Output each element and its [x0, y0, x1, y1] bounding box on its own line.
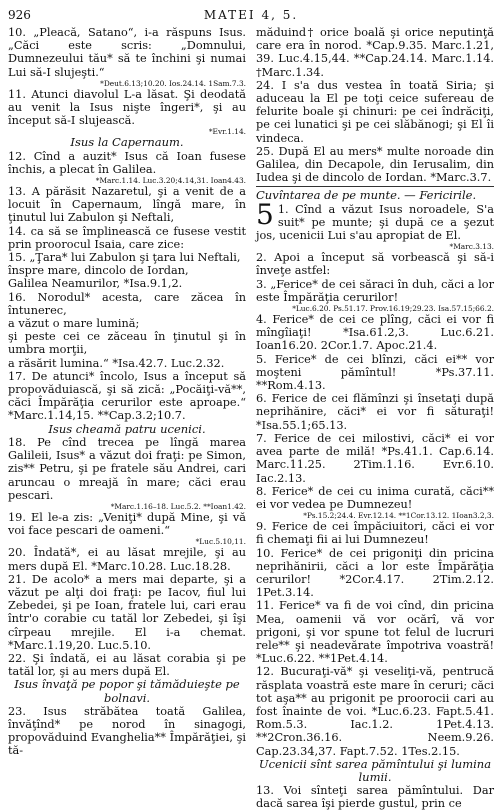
cross-reference: *Marc.3.13.	[449, 242, 494, 252]
section-heading: Cuvîntarea de pe munte. — Fericirile.	[256, 188, 477, 203]
cross-reference: *Luc.5.10,11.	[195, 537, 246, 547]
verse-text: a răsărit lumina.“ *Isa.42.7. Luc.2.32.	[8, 356, 225, 370]
verse-text: 24. I s'a dus vestea în toată Siria; şi aduceau la El pe toţi ceice sufereau de felurite boale şi chinuri: pe cei îndrăciţi, pe cei lunatici şi pe cei slăbănogi; şi El îi vindeca.	[256, 78, 494, 145]
verse-text: 15. „Ţara* lui Zabulon şi ţara lui Neftali,	[8, 251, 241, 265]
verse-text: 8. Ferice* de cei cu inima curată, căci** ei vor vedea pe Dumnezeu!	[256, 484, 494, 511]
section-heading: Isus învaţă pe popor şi tămăduieşte pe bolnavi.	[14, 677, 240, 705]
page-header	[8, 6, 494, 26]
verse-text: 23. Isus străbătea toată Galilea, învăţînd* pe norod în sinagogi, propovăduind Evanghelia** Împărăţiei, şi tă-	[8, 704, 246, 758]
verse-text: 21. De acolo* a mers mai departe, şi a văzut pe alţi doi fraţi: pe Iacov, fiul lui Zebedei, şi pe Ioan, fratele lui, cari erau într'o corabie cu tatăl lor Zebedei, şi îşi cîrpeau mrejile. El i-a chemat. *Marc.1.19,20. Luc.5.10.	[8, 572, 246, 652]
right-column	[256, 26, 494, 811]
verse-text: 14. ca să se împlinească ce fusese vestit prin proorocul Isaia, care zice:	[8, 224, 246, 251]
verse-text: 20. Îndată*, ei au lăsat mrejile, şi au mers după El. *Marc.10.28. Luc.18.28.	[8, 546, 246, 573]
verse-text: 12. Bucuraţi-vă* şi veseliţi-vă, pentrucă răsplata voastră este mare în ceruri; căci tot aşa** au prigonit pe proorocii cari au fost înainte de voi. *Luc.6.23. Fapt.5.41. Rom.5.3. Iac.1.2. 1Pet.4.13. **2Cron.36.16. Neem.9.26. Cap.23.34,37. Fapt.7.52. 1Tes.2.15.	[256, 665, 494, 758]
verse-text: 4. Ferice* de cei ce plîng, căci ei vor fi mîngîiaţi! *Isa.61.2,3. Luc.6.21. Ioan16.20. 2Cor.1.7. Apoc.21.4.	[256, 313, 494, 353]
verse-text: 10. „Pleacă, Satano“, i-a răspuns Isus. „Căci este scris: „Domnului, Dumnezeului tău* să te închini şi numai Lui să-I slujeşti.“	[8, 26, 246, 79]
verse-text: 9. Ferice de cei împăciuitori, căci ei vor fi chemaţi fii ai lui Dumnezeu!	[256, 520, 494, 547]
section-heading: Ucenicii sînt sarea pămîntului şi lumina lumii.	[258, 756, 492, 784]
verse-text: 7. Ferice de cei milostivi, căci* ei vor avea parte de milă! *Ps.41.1. Cap.6.14. Marc.11.25. 2Tim.1.16. Evr.6.10. Iac.2.13.	[256, 431, 494, 485]
verse-text: 1. Cînd a văzut Isus noroadele, S'a suit* pe munte; şi după ce a şezut jos, ucenicii Lui s'au apropiat de El.	[256, 202, 494, 243]
running-head: MATEI 4, 5.	[203, 8, 299, 22]
cross-reference: *Deut.6.13;10.20. Ios.24.14. 1Sam.7.3.	[100, 78, 246, 88]
verse-text: şi peste cei ce zăceau în ţinutul şi în umbra morţii,	[8, 330, 246, 357]
verse-text: 18. Pe cînd trecea pe lîngă marea Galileii, Isus* a văzut doi fraţi: pe Simon, zis** Petru, şi pe fratele său Andrei, cari aruncau o mreajă în mare; căci erau pescari.	[8, 435, 246, 502]
text-columns	[8, 26, 494, 811]
verse-text: 17. De atunci* încolo, Isus a început să propovăduiască, şi să zică: „Pocăiţi-vă**, căci Împărăţia cerurilor este aproape.“ *Marc.1.14,15. **Cap.3.2;10.7.	[8, 369, 246, 423]
verse-text: 11. Ferice* va fi de voi cînd, din pricina Mea, oamenii vă vor ocărî, vă vor prigoni, şi vor spune tot felul de lucruri rele** şi neadevărate împotriva voastră! *Luc.6.22. **1Pet.4.14.	[256, 599, 494, 666]
verse-text: 16. Norodul* acesta, care zăcea în întunerec,	[8, 290, 246, 317]
section-heading: Isus la Capernaum.	[70, 135, 184, 150]
section-rule	[256, 186, 494, 187]
page-number: 926	[8, 8, 31, 22]
verse-text: 25. După El au mers* multe noroade din Galilea, din Decapole, din Ierusalim, din Iudea şi de dincolo de Iordan. *Marc.3.7.	[256, 144, 494, 185]
cross-reference: *Marc.1.14. Luc.3.20;4.14,31. Ioan4.43.	[95, 176, 246, 186]
verse-text: 3. „Ferice* de cei săraci în duh, căci a lor este Împărăţia cerurilor!	[256, 277, 494, 304]
verse-text: a văzut o mare lumină;	[8, 317, 140, 331]
verse-text: 2. Apoi a început să vorbească şi să-i înveţe astfel:	[256, 251, 494, 278]
section-heading: Isus cheamă patru ucenici.	[48, 421, 206, 436]
verse-text: 5. Ferice* de cei blînzi, căci ei** vor moşteni pămîntul! *Ps.37.11. **Rom.4.13.	[256, 352, 494, 393]
verse-text: 13. Voi sînteţi sarea pămîntului. Dar dacă sarea îşi pierde gustul, prin ce	[256, 784, 494, 811]
cross-reference: *Ps.15.2;24.4. Evr.12.14. **1Cor.13.12. 1Ioan3.2,3.	[303, 511, 494, 521]
verse-text: 12. Cînd a auzit* Isus că Ioan fusese închis, a plecat în Galilea.	[8, 149, 246, 176]
verse-text: înspre mare, dincolo de Iordan,	[8, 264, 189, 278]
cross-reference: *Evr.1.14.	[208, 127, 246, 137]
verse-text: 13. A părăsit Nazaretul, şi a venit de a locuit în Capernaum, lîngă mare, în ţinutul lui Zabulon şi Neftali,	[8, 185, 246, 225]
verse-text: 22. Şi îndată, ei au lăsat corabia şi pe tatăl lor, şi au mers după El.	[8, 651, 246, 679]
verse-text: 6. Ferice de cei flămînzi şi însetaţi după neprihănire, căci* ei vor fi săturaţi! *Isa.55.1;65.13.	[256, 392, 494, 432]
verse-text: măduind† orice boală şi orice neputinţă care era în norod. *Cap.9.35. Marc.1.21, 39. Luc.4.15,44. **Cap.24.14. Marc.1.14. †Marc.1.34.	[256, 26, 494, 79]
cross-reference: *Marc.1.16–18. Luc.5.2. **Ioan1.42.	[110, 501, 246, 511]
chapter-number: 5	[256, 197, 274, 231]
cross-reference: *Luc.6.20. Ps.51.17. Prov.16.19;29.23. Isa.57.15;66.2.	[292, 304, 494, 314]
verse-text: Galilea Neamurilor, *Isa.9.1,2.	[8, 277, 183, 291]
verse-text: 10. Ferice* de cei prigoniţi din pricina neprihănirii, căci a lor este Împărăţia cerurilor! *2Cor.4.17. 2Tim.2.12. 1Pet.3.14.	[256, 546, 494, 600]
verse-text: 19. El le-a zis: „Veniţi* după Mine, şi vă voi face pescari de oameni.“	[8, 510, 246, 538]
verse-text: 11. Atunci diavolul L-a lăsat. Şi deodată au venit la Isus nişte îngeri*, şi au început să-I slujească.	[8, 87, 246, 128]
left-column	[8, 26, 246, 811]
